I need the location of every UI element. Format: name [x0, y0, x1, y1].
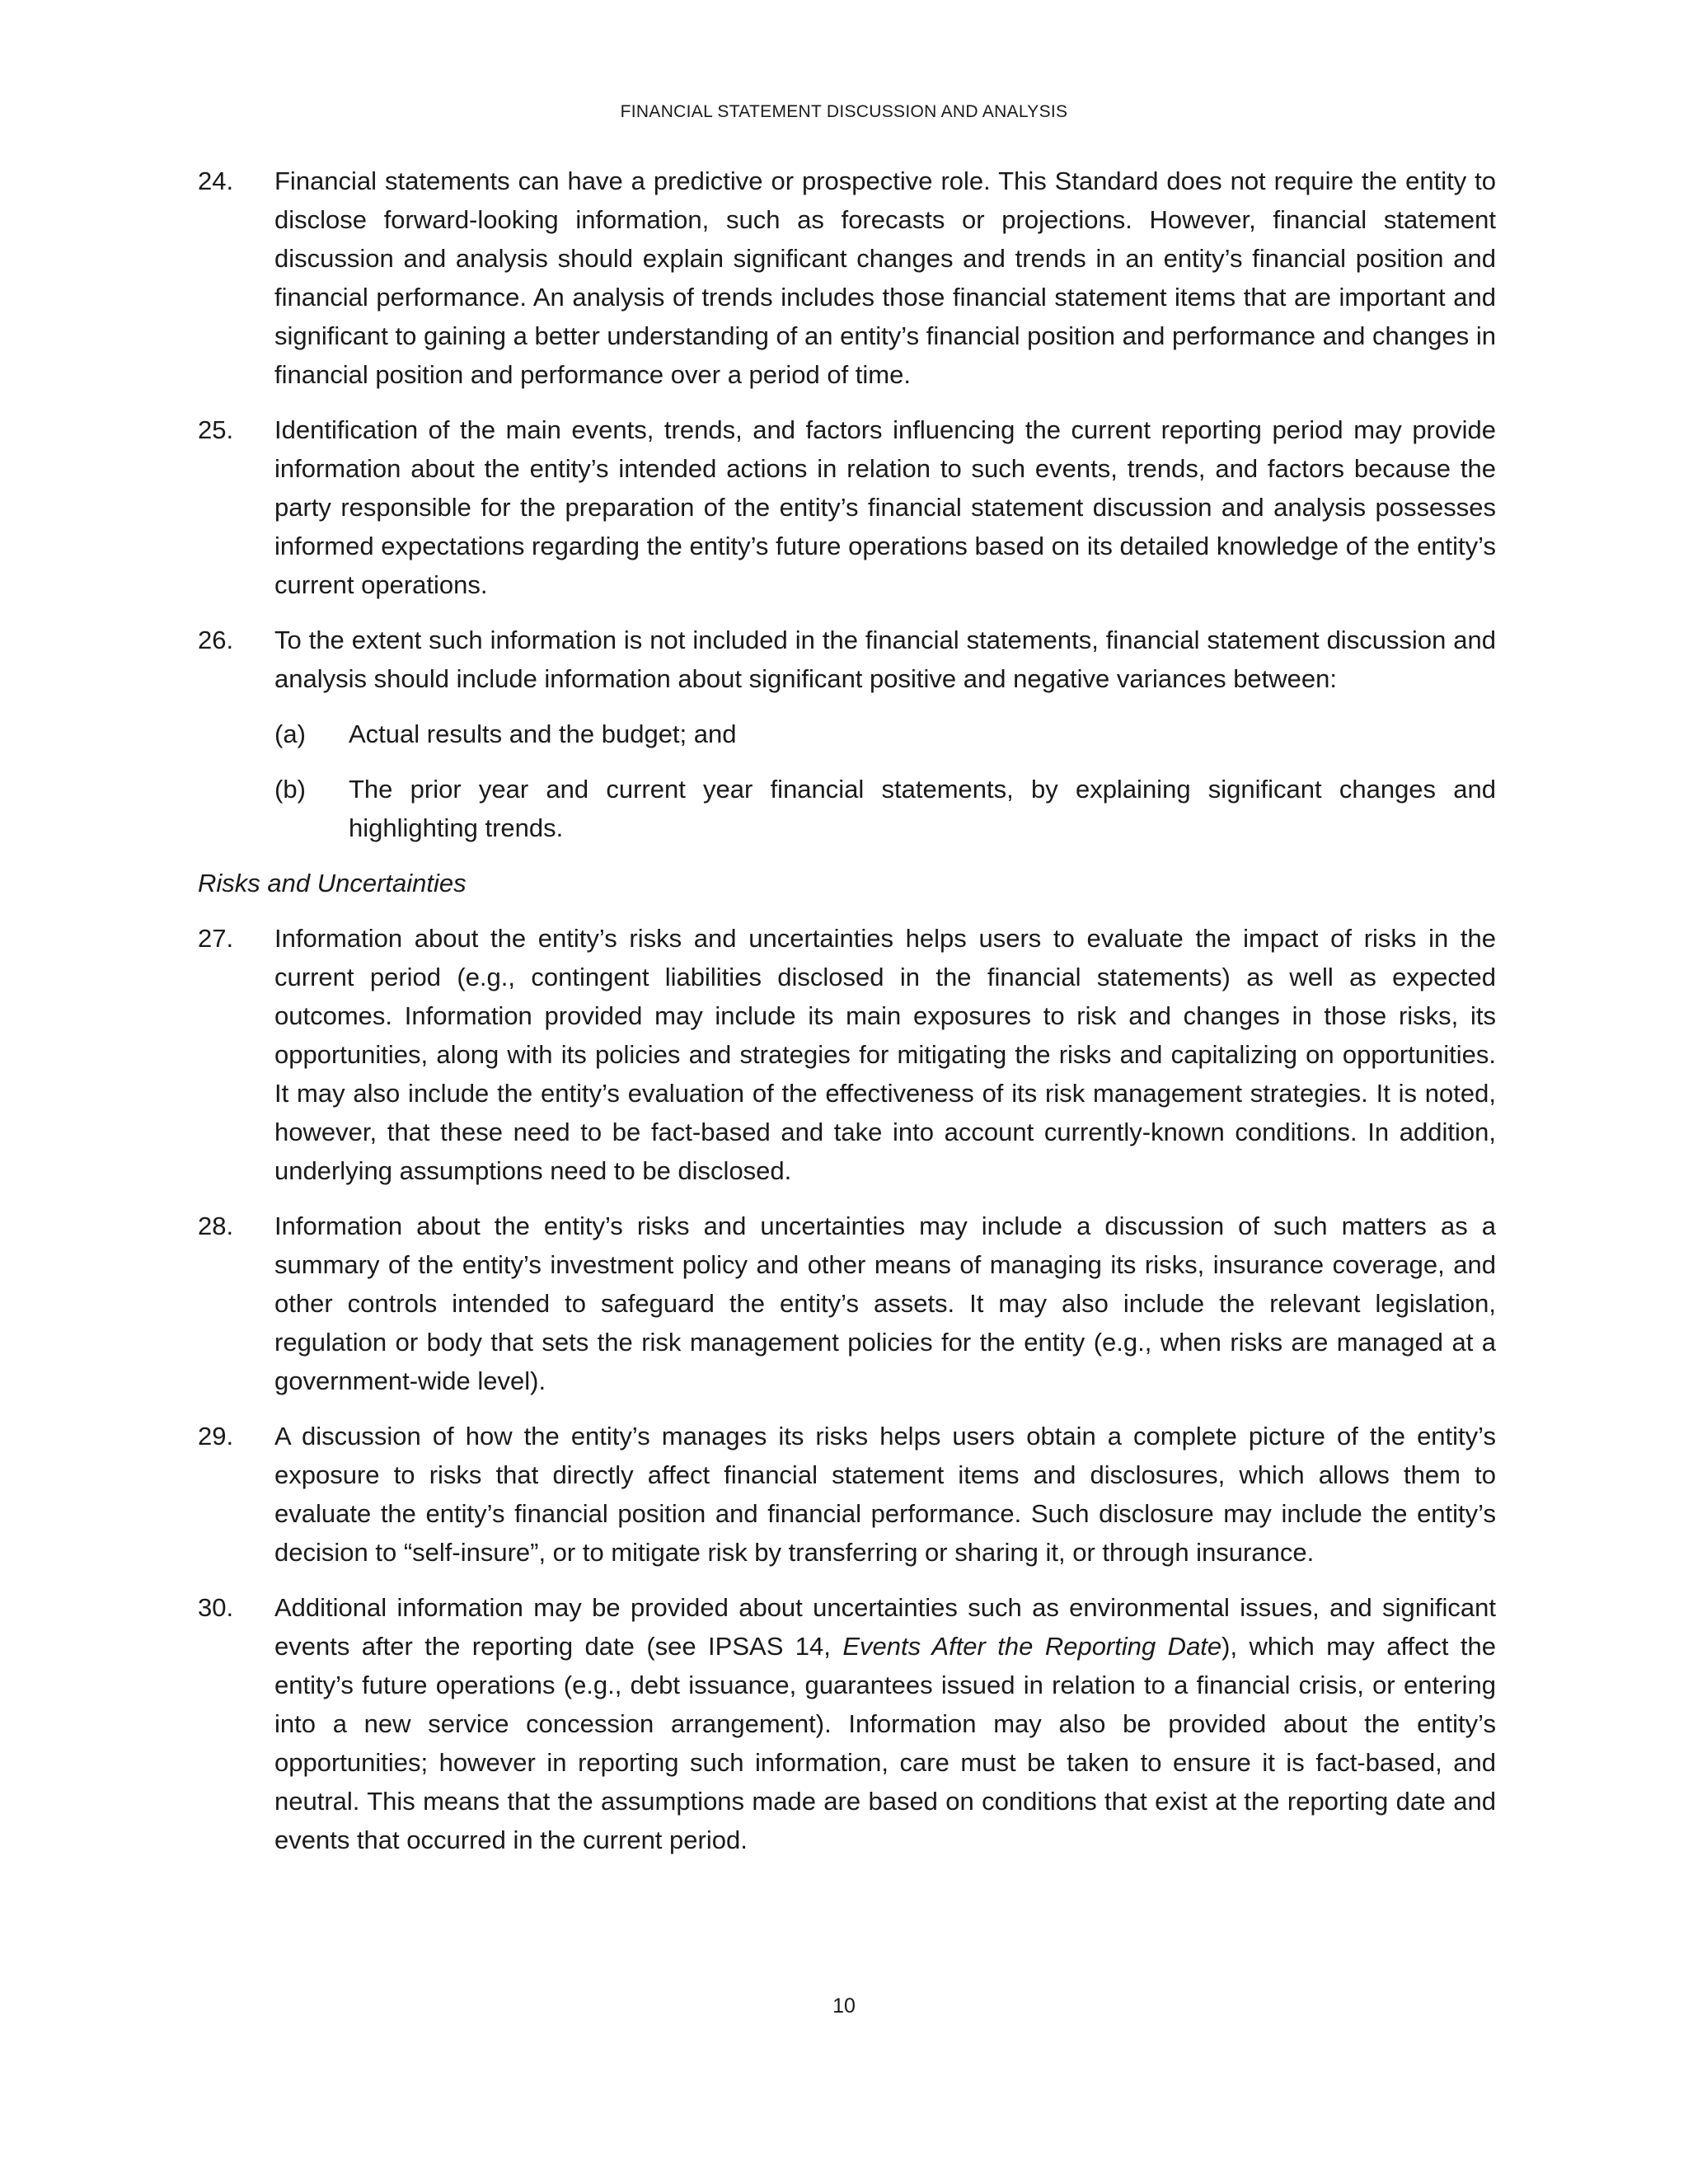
page-number: 10: [832, 1994, 856, 2018]
list-item-label: (a): [274, 719, 306, 748]
document-body: [198, 162, 1496, 1876]
paragraph-24: [198, 162, 1496, 394]
paragraph-number: 26.: [198, 626, 234, 654]
paragraph-30: [198, 1588, 1496, 1859]
paragraph-text-start: Additional information may be provided about uncertainties such as environmental issues, and significant events after the reporting date (see IPSAS 14,: [274, 1593, 1496, 1661]
paragraph-25: [198, 410, 1496, 604]
paragraph-number: 30.: [198, 1593, 234, 1622]
paragraph-number: 28.: [198, 1212, 234, 1240]
paragraph-text: Information about the entity’s risks and uncertainties may include a discussion of such matters as a summary of the entity’s investment policy and other means of managing its risks, insurance coverage, and other controls intended to safeguard the entity’s assets. It may also include the relevant legislation, regulation or body that sets the risk management policies for the entity (e.g., when risks are managed at a government-wide level).: [274, 1212, 1496, 1395]
paragraph-27: [198, 919, 1496, 1190]
standard-title: Events After the Reporting Date: [842, 1632, 1222, 1661]
paragraph-text: To the extent such information is not included in the financial statements, financial statement discussion and analysis should include information about significant positive and negative variances between:: [274, 626, 1496, 693]
paragraph-number: 24.: [198, 166, 234, 195]
list-item-text: The prior year and current year financial statements, by explaining significant changes and highlighting trends.: [349, 775, 1496, 842]
section-heading: Risks and Uncertainties: [198, 869, 467, 898]
paragraph-text: Identification of the main events, trends, and factors influencing the current reporting period may provide information about the entity’s intended actions in relation to such events, trends, and factors because the party responsible for the preparation of the entity’s financial statement discussion and analysis possesses informed expectations regarding the entity’s future operations based on its detailed knowledge of the entity’s current operations.: [274, 415, 1496, 599]
paragraph-text: [274, 1593, 1496, 1854]
paragraph-28: [198, 1207, 1496, 1400]
running-header: FINANCIAL STATEMENT DISCUSSION AND ANALYSIS: [620, 102, 1068, 121]
paragraph-number: 29.: [198, 1422, 234, 1451]
paragraph-number: 25.: [198, 415, 234, 444]
list-item-b: [198, 770, 1496, 847]
list-item-label: (b): [274, 775, 306, 804]
paragraph-number: 27.: [198, 924, 234, 953]
paragraph-26: [198, 621, 1496, 698]
paragraph-29: [198, 1417, 1496, 1572]
paragraph-text: Information about the entity’s risks and uncertainties helps users to evaluate the impact of risks in the current period (e.g., contingent liabilities disclosed in the financial statements) as well as expected outcomes. Information provided may include its main exposures to risk and changes in those risks, its opportunities, along with its policies and strategies for mitigating the risks and capitalizing on opportunities. It may also include the entity’s evaluation of the effectiveness of its risk management strategies. It is noted, however, that these need to be fact-based and take into account currently-known conditions. In addition, underlying assumptions need to be disclosed.: [274, 924, 1496, 1185]
list-item-text: Actual results and the budget; and: [349, 719, 737, 748]
paragraph-text-end: ), which may affect the entity’s future operations (e.g., debt issuance, guarantees issued in relation to a financial crisis, or entering into a new service concession arrangement). Information may also be provided about the entity’s opportunities; however in reporting such information, care must be taken to ensure it is fact-based, and neutral. This means that the assumptions made are based on conditions that exist at the reporting date and events that occurred in the current period.: [274, 1632, 1497, 1854]
paragraph-text: Financial statements can have a predictive or prospective role. This Standard does not require the entity to disclose forward-looking information, such as forecasts or projections. However, financial statement discussion and analysis should explain significant changes and trends in an entity’s financial position and financial performance. An analysis of trends includes those financial statement items that are important and significant to gaining a better understanding of an entity’s financial position and performance and changes in financial position and performance over a period of time.: [274, 166, 1496, 389]
paragraph-text: A discussion of how the entity’s manages its risks helps users obtain a complete picture of the entity’s exposure to risks that directly affect financial statement items and disclosures, which allows them to evaluate the entity’s financial position and financial performance. Such disclosure may include the entity’s decision to “self-insure”, or to mitigate risk by transferring or sharing it, or through insurance.: [274, 1422, 1496, 1567]
list-item-a: [198, 715, 1496, 753]
